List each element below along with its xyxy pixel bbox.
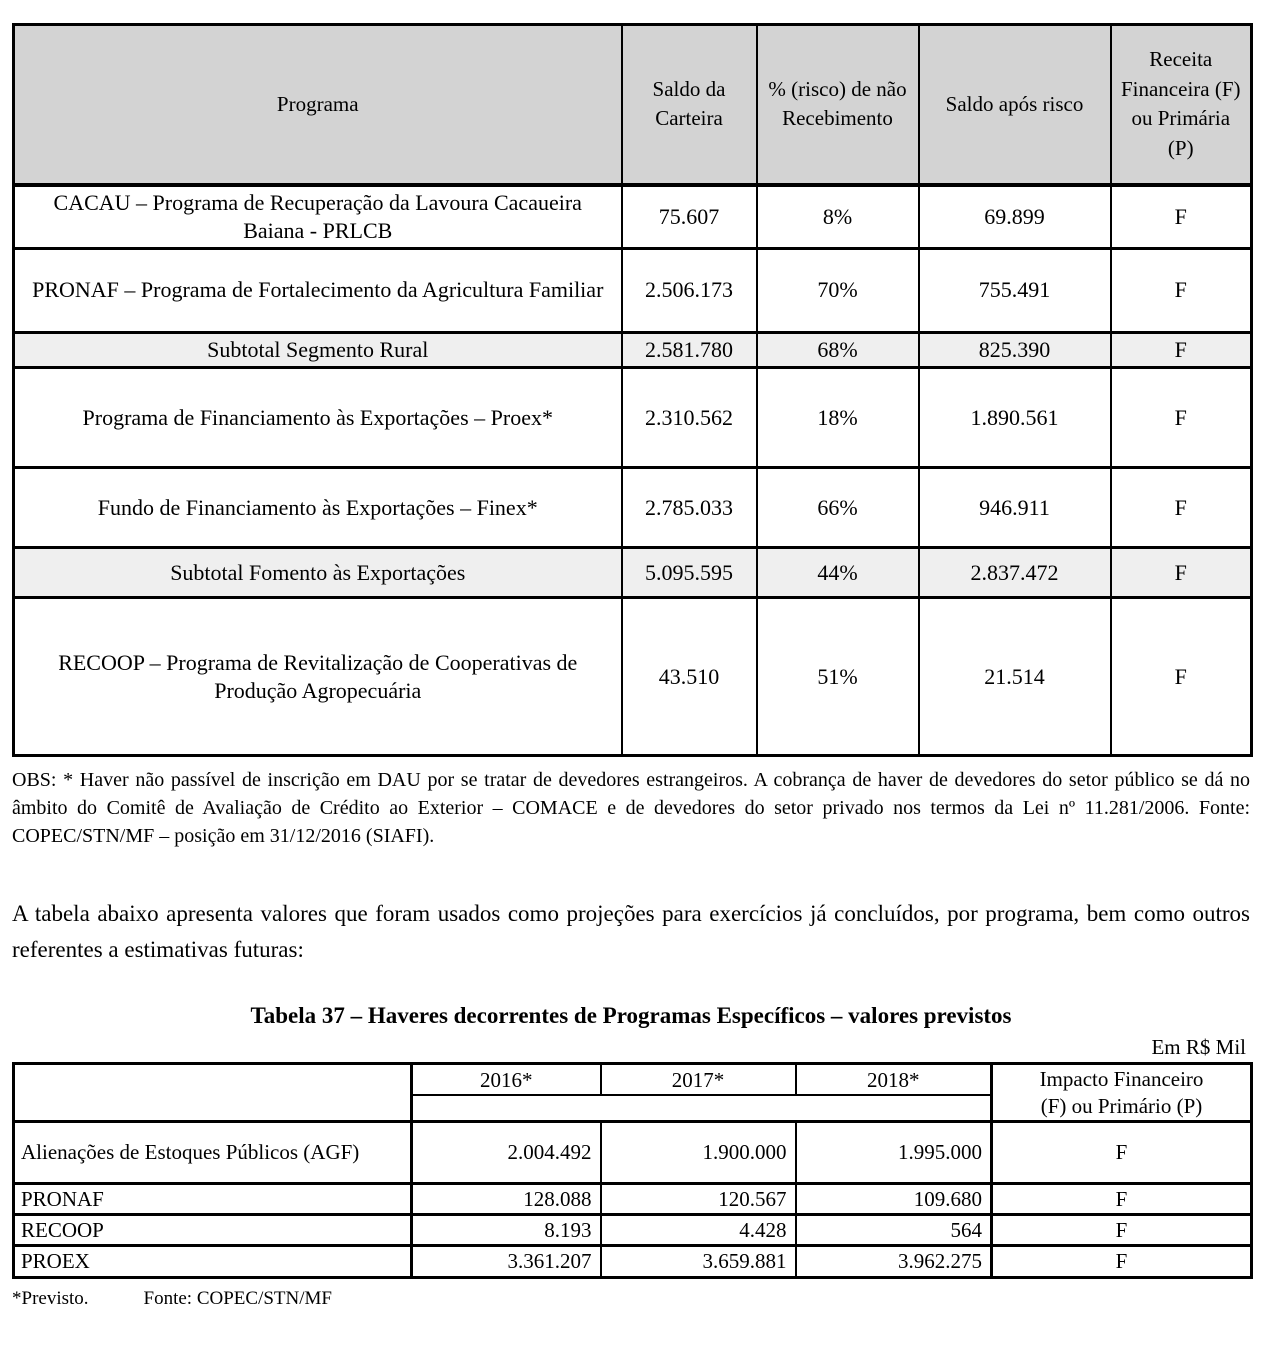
table-row-pronaf2 [14,1183,1252,1214]
header-2018: 2018* [796,1064,992,1095]
cell-saldo-carteira: 75.607 [622,185,757,249]
table2-footnote [12,1288,1250,1310]
header-saldo-carteira: Saldo da Carteira [622,25,757,185]
cell-programa: PRONAF – Programa de Fortalecimento da Agricultura Familiar [14,249,622,333]
table-row-pronaf [14,249,1252,333]
cell-saldo-apos-risco: 1.890.561 [919,368,1111,468]
cell-saldo-apos-risco: 755.491 [919,249,1111,333]
header-impacto-line1: Impacto Financeiro [1039,1067,1204,1092]
cell-saldo-apos-risco: 946.911 [919,468,1111,548]
header-blank-merged-cell [412,1095,992,1121]
header-risco-nao-recebimento: % (risco) de não Recebimento [757,25,919,185]
header-impacto-line2: (F) ou Primário (P) [1040,1093,1203,1118]
cell-saldo-carteira: 2.310.562 [622,368,757,468]
footnote-previsto: *Previsto. [12,1287,89,1309]
cell-saldo-apos-risco: 21.514 [919,598,1111,756]
table-row-finex [14,468,1252,548]
cell-impacto: F [992,1215,1252,1246]
header-saldo-apos-risco: Saldo após risco [919,25,1111,185]
cell-risco: 44% [757,548,919,598]
cell-impacto: F [992,1246,1252,1277]
cell-saldo-carteira: 2.785.033 [622,468,757,548]
cell-risco: 66% [757,468,919,548]
table2-header-row [14,1064,1252,1095]
cell-programa: Subtotal Fomento às Exportações [14,548,622,598]
header-impacto-financeiro [992,1064,1252,1122]
cell-2018-value: 1.995.000 [796,1121,992,1183]
cell-receita: F [1111,333,1252,368]
cell-receita: F [1111,548,1252,598]
cell-2016-value: 2.004.492 [412,1121,601,1183]
cell-receita: F [1111,598,1252,756]
table-row-agf [14,1121,1252,1183]
cell-saldo-carteira: 2.506.173 [622,249,757,333]
cell-risco: 68% [757,333,919,368]
cell-receita: F [1111,468,1252,548]
table-row-cacau [14,185,1252,249]
cell-2018-value: 109.680 [796,1183,992,1214]
cell-impacto: F [992,1183,1252,1214]
intro-paragraph: A tabela abaixo apresenta valores que foram usados como projeções para exercícios já concluídos, por programa, bem como outros referentes a estimativas futuras: [12,901,1250,962]
cell-programa: Subtotal Segmento Rural [14,333,622,368]
programs-risk-table [12,23,1253,757]
cell-impacto: F [992,1121,1252,1183]
cell-2016-value: 3.361.207 [412,1246,601,1277]
table-row-proex2 [14,1246,1252,1277]
table-row-subtotal-segmento-rural [14,333,1252,368]
cell-programa: Fundo de Financiamento às Exportações – Finex* [14,468,622,548]
cell-saldo-apos-risco: 2.837.472 [919,548,1111,598]
currency-unit-label: Em R$ Mil [1151,1035,1246,1060]
cell-receita: F [1111,185,1252,249]
cell-saldo-carteira: 2.581.780 [622,333,757,368]
header-empty-corner [14,1064,412,1122]
table37-title: Tabela 37 – Haveres decorrentes de Programas Específicos – valores previstos [250,1003,1012,1029]
cell-program-label: PROEX [14,1246,412,1277]
table-header-row [14,25,1252,185]
cell-risco: 18% [757,368,919,468]
cell-saldo-carteira: 43.510 [622,598,757,756]
header-receita-financeira: Receita Financeira (F) ou Primária (P) [1111,25,1252,185]
cell-program-label: RECOOP [14,1215,412,1246]
cell-programa: CACAU – Programa de Recuperação da Lavoura Cacaueira Baiana - PRLCB [14,185,622,249]
cell-saldo-apos-risco: 69.899 [919,185,1111,249]
cell-2017-value: 4.428 [601,1215,796,1246]
cell-2017-value: 3.659.881 [601,1246,796,1277]
table-row-subtotal-fomento-exportacoes [14,548,1252,598]
obs-footnote: OBS: * Haver não passível de inscrição em DAU por se tratar de devedores estrangeiros. A cobrança de haver de devedores do setor público se dá no âmbito do Comitê de Avaliação de Crédito ao Exterior – COMACE e de devedores do setor privado nos termos da Lei nº 11.281/2006. Fonte: COPEC/STN/MF – posição em 31/12/2016 (SIAFI). [12,769,1250,848]
table-row-recoop [14,598,1252,756]
cell-program-label: Alienações de Estoques Públicos (AGF) [14,1121,412,1183]
header-2017: 2017* [601,1064,796,1095]
cell-receita: F [1111,249,1252,333]
cell-2018-value: 564 [796,1215,992,1246]
cell-saldo-carteira: 5.095.595 [622,548,757,598]
table-row-recoop2 [14,1215,1252,1246]
projected-values-table [12,1062,1253,1278]
cell-program-label: PRONAF [14,1183,412,1214]
cell-receita: F [1111,368,1252,468]
footnote-fonte: Fonte: COPEC/STN/MF [143,1287,332,1309]
cell-2017-value: 1.900.000 [601,1121,796,1183]
cell-risco: 70% [757,249,919,333]
cell-2017-value: 120.567 [601,1183,796,1214]
cell-risco: 51% [757,598,919,756]
cell-2016-value: 8.193 [412,1215,601,1246]
header-2016: 2016* [412,1064,601,1095]
cell-2016-value: 128.088 [412,1183,601,1214]
cell-2018-value: 3.962.275 [796,1246,992,1277]
cell-programa: Programa de Financiamento às Exportações – Proex* [14,368,622,468]
cell-programa: RECOOP – Programa de Revitalização de Cooperativas de Produção Agropecuária [14,598,622,756]
header-programa: Programa [14,25,622,185]
cell-saldo-apos-risco: 825.390 [919,333,1111,368]
cell-risco: 8% [757,185,919,249]
table-row-proex [14,368,1252,468]
